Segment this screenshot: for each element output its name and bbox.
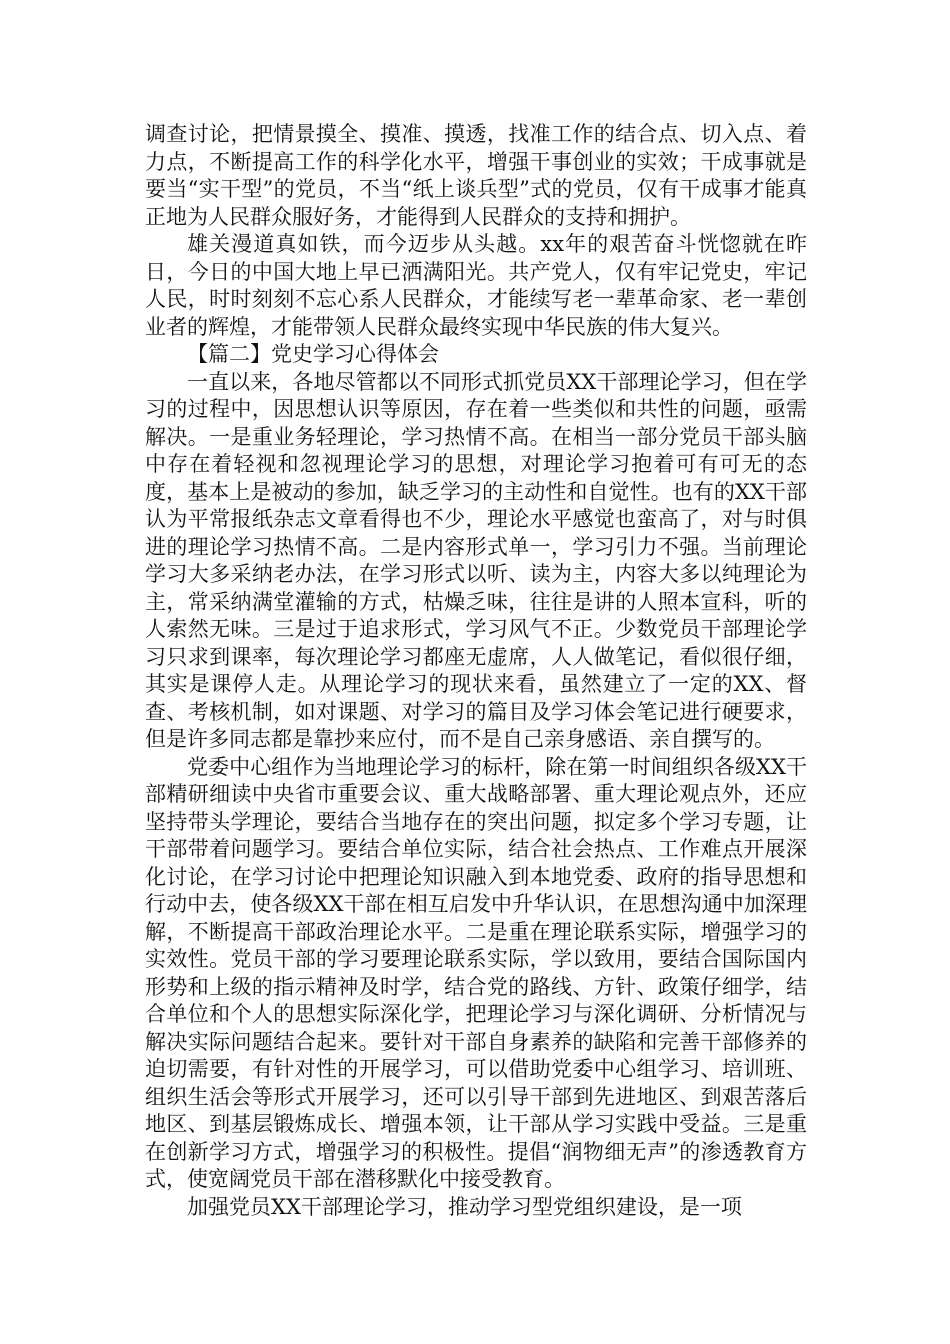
paragraph-xiongguan: 雄关漫道真如铁，而今迈步从头越。xx年的艰苦奋斗恍惚就在昨日，今日的中国大地上早已洒满阳光。共产党人，仅有牢记党史，牢记人民，时时刻刻不忘心系人民群众，才能续写老一辈革命家、老一辈创业者的辉煌，才能带领人民群众最终实现中华民族的伟大复兴。	[145, 232, 807, 339]
document-body	[145, 121, 807, 1221]
paragraph-yizhi: 一直以来，各地尽管都以不同形式抓党员XX干部理论学习，但在学习的过程中，因思想认识等原因，存在着一些类似和共性的问题，亟需解决。一是重业务轻理论，学习热情不高。在相当一部分党员干部头脑中存在着轻视和忽视理论学习的思想，对理论学习抱着可有可无的态度，基本上是被动的参加，缺乏学习的主动性和自觉性。也有的XX干部认为平常报纸杂志文章看得也不少，理论水平感觉也蛮高了，对与时俱进的理论学习热情不高。二是内容形式单一，学习引力不强。当前理论学习大多采纳老办法，在学习形式以听、读为主，内容大多以纯理论为主，常采纳满堂灌输的方式，枯燥乏味，往往是讲的人照本宣科，听的人索然无味。三是过于追求形式，学习风气不正。少数党员干部理论学习只求到课率，每次理论学习都座无虚席，人人做笔记，看似很仔细，其实是课停人走。从理论学习的现状来看，虽然建立了一定的XX、督查、考核机制，如对课题、对学习的篇目及学习体会笔记进行硬要求，但是许多同志都是靠抄来应付，而不是自己亲身感语、亲自撰写的。	[145, 369, 807, 751]
paragraph-dangwei: 党委中心组作为当地理论学习的标杆，除在第一时间组织各级XX干部精研细读中央省市重要会议、重大战略部署、重大理论观点外，还应坚持带头学理论，要结合当地存在的突出问题，拟定多个学习专题，让干部带着问题学习。要结合单位实际，结合社会热点、工作难点开展深化讨论，在学习讨论中把理论知识融入到本地党委、政府的指导思想和行动中去，使各级XX干部在相互启发中升华认识，在思想沟通中加深理解，不断提高干部政治理论水平。二是重在理论联系实际，增强学习的实效性。党员干部的学习要理论联系实际，学以致用，要结合国际国内形势和上级的指示精神及时学，结合党的路线、方针、政策仔细学，结合单位和个人的思想实际深化学，把理论学习与深化调研、分析情况与解决实际问题结合起来。要针对干部自身素养的缺陷和完善干部修养的迫切需要，有针对性的开展学习，可以借助党委中心组学习、培训班、组织生活会等形式开展学习，还可以引导干部到先进地区、到艰苦落后地区、到基层锻炼成长、增强本领，让干部从学习实践中受益。三是重在创新学习方式，增强学习的积极性。提倡“润物细无声”的渗透教育方式，使宽阔党员干部在潜移默化中接受教育。	[145, 754, 807, 1191]
paragraph-jiaqiang: 加强党员XX干部理论学习，推动学习型党组织建设，是一项	[187, 1194, 742, 1219]
section-heading: 【篇二】党史学习心得体会	[187, 342, 439, 366]
paragraph-continuation: 调查讨论，把情景摸全、摸准、摸透，找准工作的结合点、切入点、着力点，不断提高工作的科学化水平，增强干事创业的实效；干成事就是要当“实干型”的党员，不当“纸上谈兵型”式的党员，仅有干成事才能真正地为人民群众服好务，才能得到人民群众的支持和拥护。	[145, 122, 807, 229]
